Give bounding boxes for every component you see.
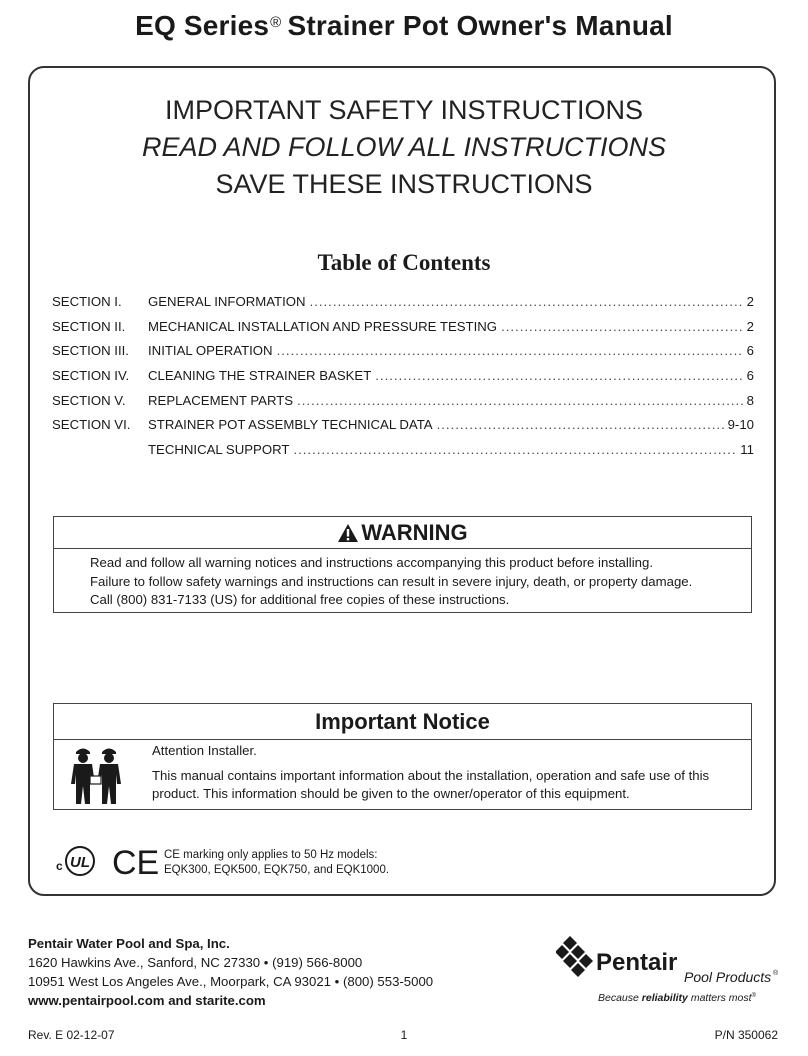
toc-row[interactable] [52, 393, 754, 418]
toc-page-number: 8 [746, 392, 754, 408]
company-name: Pentair Water Pool and Spa, Inc. [28, 936, 230, 951]
company-website[interactable]: www.pentairpool.com and starite.com [28, 993, 266, 1008]
part-number: P/N 350062 [714, 1028, 778, 1042]
toc-entry-title: TECHNICAL SUPPORT [148, 442, 290, 458]
pentair-logo [556, 930, 782, 1015]
toc-row[interactable] [52, 319, 754, 344]
toc-section: SECTION I. [52, 294, 122, 309]
toc-page-number: 6 [746, 368, 754, 384]
toc-leader-dots [297, 393, 743, 408]
toc-leader-dots [277, 343, 743, 358]
toc-row[interactable] [52, 343, 754, 368]
pool-products-text: Pool Products [684, 969, 772, 985]
toc-leader-dots [501, 319, 743, 334]
toc-leader-dots [437, 417, 724, 432]
safety-line-3: SAVE THESE INSTRUCTIONS [215, 169, 593, 199]
cul-logo [56, 847, 94, 875]
toc-leader-dots [293, 442, 736, 457]
toc-entry-title: STRAINER POT ASSEMBLY TECHNICAL DATA [148, 417, 433, 433]
warning-heading [54, 517, 751, 549]
toc-page-number: 6 [746, 343, 754, 359]
notice-heading: Important Notice [54, 704, 751, 740]
toc-entry-title: GENERAL INFORMATION [148, 294, 306, 309]
toc-leader-dots [375, 368, 742, 383]
safety-instructions [0, 92, 808, 203]
ce-note-line-1: CE marking only applies to 50 Hz models: [164, 849, 378, 861]
ce-note-line-2: EQK300, EQK500, EQK750, and EQK1000. [164, 864, 390, 876]
toc-leader-dots [310, 294, 743, 309]
warning-heading-text: WARNING [361, 519, 468, 545]
toc-row[interactable] [52, 294, 754, 319]
toc-entry-title: CLEANING THE STRAINER BASKET [148, 368, 372, 384]
warning-body [54, 549, 751, 610]
certification-logos [56, 841, 160, 881]
notice-body [152, 742, 737, 810]
safety-line-2: READ AND FOLLOW ALL INSTRUCTIONS [141, 132, 667, 162]
toc-section: SECTION III. [52, 343, 129, 359]
toc-entry-title: REPLACEMENT PARTS [148, 392, 294, 408]
toc-page-number: 2 [746, 318, 754, 334]
warning-line-3: Call (800) 831-7133 (US) for additional free copies of these instructions. [90, 592, 510, 607]
pool-products-reg: ® [773, 970, 779, 977]
toc-title: Table of Contents [317, 250, 491, 275]
toc-section: SECTION IV. [52, 368, 130, 384]
toc-page-number: 2 [746, 294, 754, 309]
important-notice-box [53, 703, 752, 810]
toc-page-number: 11 [740, 442, 754, 458]
ce-mark: CE [112, 844, 160, 881]
notice-line-1: Attention Installer. [152, 743, 257, 758]
certification-marks [56, 841, 160, 886]
company-info [28, 934, 433, 1010]
toc-entry-title: INITIAL OPERATION [148, 343, 273, 359]
notice-line-2: This manual contains important information about the installation, operation and safe use of this product. This information should be given to the owner/operator of this equipment. [152, 767, 710, 801]
warning-line-1: Read and follow all warning notices and instructions accompanying this product before installing. [90, 555, 653, 570]
company-address-2: 10951 West Los Angeles Ave., Moorpark, CA 93021 • (800) 553-5000 [28, 974, 434, 989]
document-title: EQ Series® Strainer Pot Owner's Manual [135, 10, 673, 41]
warning-box [53, 516, 752, 613]
installers-icon [68, 744, 124, 806]
toc-row[interactable] [52, 442, 754, 467]
pentair-brand: Pentair [596, 949, 678, 976]
ce-note [164, 848, 389, 878]
pentair-diamond-icon [556, 936, 593, 977]
toc-page-number: 9-10 [727, 417, 754, 433]
toc-section: SECTION II. [52, 318, 126, 334]
ul-c-letter: c [56, 859, 63, 873]
ul-mark-text: UL [70, 854, 90, 871]
toc-row[interactable] [52, 417, 754, 442]
safety-line-1: IMPORTANT SAFETY INSTRUCTIONS [164, 95, 644, 125]
toc-row[interactable] [52, 368, 754, 393]
table-of-contents [52, 294, 754, 467]
toc-entry-title: MECHANICAL INSTALLATION AND PRESSURE TESTING [148, 318, 498, 334]
toc-section: SECTION VI. [52, 417, 131, 433]
tagline: Because reliability matters most® [598, 992, 756, 1004]
revision-label: Rev. E 02-12-07 [28, 1028, 115, 1042]
warning-triangle-icon [337, 523, 359, 543]
page-number: 1 [400, 1028, 408, 1042]
warning-line-2: Failure to follow safety warnings and instructions can result in severe injury, death, or property damage. [90, 573, 693, 589]
toc-section: SECTION V. [52, 392, 126, 408]
company-address-1: 1620 Hawkins Ave., Sanford, NC 27330 • (919) 566-8000 [28, 955, 363, 970]
